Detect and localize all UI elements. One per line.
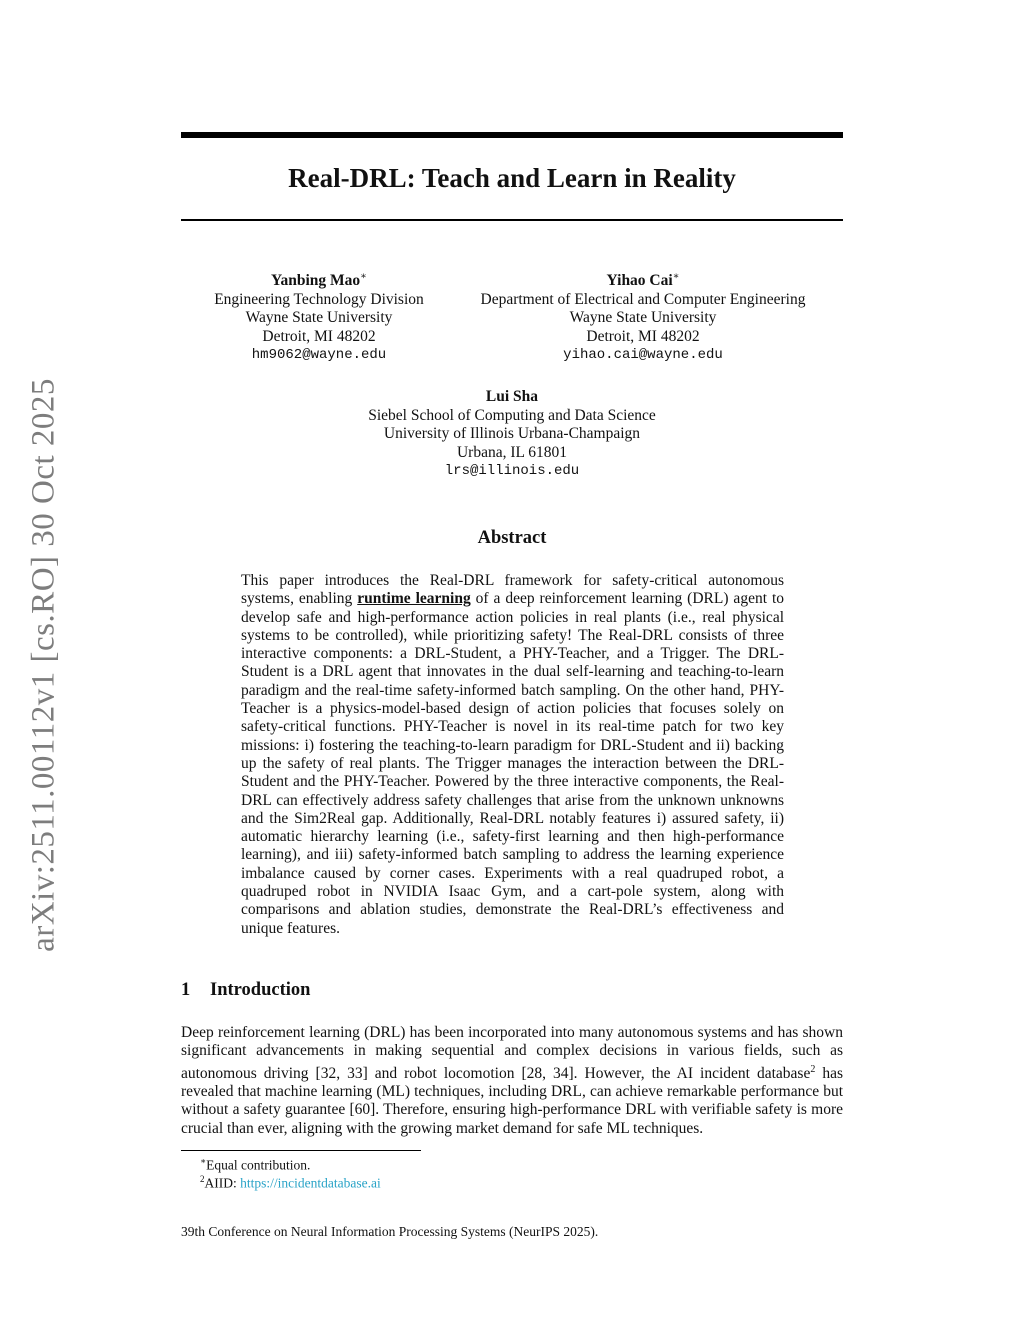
introduction-paragraph: Deep reinforcement learning (DRL) has been incorporated into many autonomous systems and has shown significant advancements in making sequential and complex decisions in various fields, such as autonomous driving [32, 33] and robot locomotion [28, 34]. However, the AI incident database$^2$ has revealed that machine learning (ML) techniques, including DRL, can achieve remarkable performance but without a safety guarantee [60]. Therefore, ensuring high-performance DRL with verifiable safety is more crucial than ever, aligning with the growing market demand for safe ML techniques.	[181, 1024, 843, 1137]
author-affiliation: Engineering Technology Division	[214, 290, 424, 308]
author-name: Yanbing Mao∗	[271, 271, 367, 290]
abstract-heading: Abstract	[477, 528, 547, 548]
author-email: yihao.cai@wayne.edu	[563, 347, 723, 364]
footnote-2: $^2$AIID: https://incidentdatabase.ai	[200, 1174, 381, 1191]
aiid-link[interactable]: https://incidentdatabase.ai	[240, 1175, 381, 1191]
arxiv-id-text: arXiv:2511.00112v1 [cs.RO] 30 Oct 2025	[25, 378, 62, 952]
author-block-3	[312, 388, 712, 481]
footnote-reference: 2	[810, 1063, 816, 1075]
author-location: Detroit, MI 48202	[586, 327, 700, 345]
author-block-2	[458, 268, 828, 365]
author-name: Yihao Cai∗	[606, 271, 680, 290]
conference-footer: 39th Conference on Neural Information Processing Systems (NeurIPS 2025).	[181, 1224, 599, 1239]
author-location: Urbana, IL 61801	[456, 443, 568, 461]
footnote-rule	[181, 1150, 421, 1151]
author-email: hm9062@wayne.edu	[251, 347, 387, 364]
author-university: Wayne State University	[245, 309, 393, 327]
abstract-body: This paper introduces the Real-DRL framework for safety-critical autonomous systems, enabling runtime learning of a deep reinforcement learning (DRL) agent to develop safe and high-performance action policies in real plants (i.e., real physical systems to be controlled), while prioritizing safety! The Real-DRL consists of three interactive components: a DRL-Student, a PHY-Teacher, and a Trigger. The DRL-Student is a DRL agent that innovates in the dual self-learning and teaching-to-learn paradigm and the real-time safety-informed batch sampling. On the other hand, PHY-Teacher is a physics-model-based design of action policies that focuses solely on safety-critical functions. PHY-Teacher is novel in its real-time patch for two key missions: i) fostering the teaching-to-learn paradigm for DRL-Student and ii) backing up the safety of real plants. The Trigger manages the interaction between the DRL-Student and the PHY-Teacher. Powered by the three interactive components, the Real-DRL can effectively address safety challenges that arise from the unknown unknowns and the Sim2Real gap. Additionally, Real-DRL notably features i) assured safety, ii) automatic hierarchy learning (i.e., safety-first learning and then high-performance learning), and iii) safety-informed batch sampling to address the learning experience imbalance caused by corner cases. Experiments with a real quadruped robot, a quadruped robot in NVIDIA Isaac Gym, and a cart-pole system, along with comparisons and ablation studies, demonstrate the Real-DRL’s effectiveness and unique features.	[241, 572, 785, 937]
paper-title: Real-DRL: Teach and Learn in Reality	[288, 163, 736, 193]
author-location: Detroit, MI 48202	[262, 327, 376, 345]
author-affiliation: Siebel School of Computing and Data Science	[368, 406, 656, 424]
abstract-emphasis: runtime learning	[357, 590, 471, 608]
footnote-1: ∗Equal contribution.	[200, 1156, 311, 1173]
section-heading-introduction: 1 Introduction	[181, 980, 311, 1000]
author-name: Lui Sha	[485, 388, 539, 405]
author-university: Wayne State University	[569, 309, 717, 327]
title-top-rule	[181, 132, 843, 138]
author-university: University of Illinois Urbana-Champaign	[383, 425, 641, 442]
author-affiliation: Department of Electrical and Computer Engineering	[480, 290, 806, 308]
author-email: lrs@illinois.edu	[444, 463, 580, 479]
title-bottom-rule	[181, 219, 843, 221]
author-block-1	[190, 268, 448, 365]
arxiv-side-stamp	[14, 370, 74, 960]
